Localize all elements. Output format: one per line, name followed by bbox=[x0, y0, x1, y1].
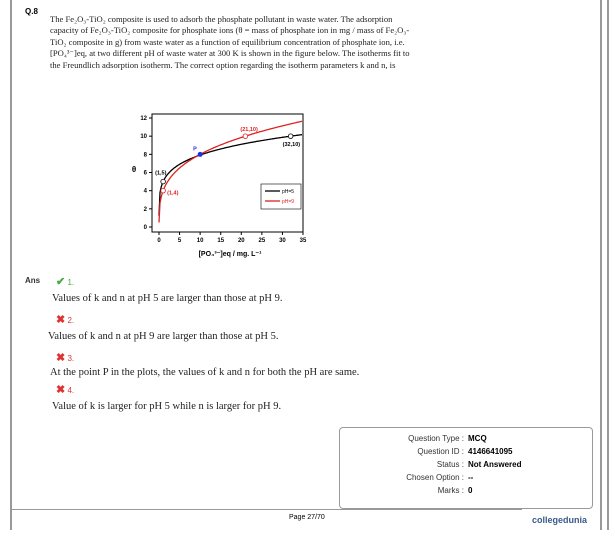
y-tick-label: 0 bbox=[143, 225, 147, 231]
annotation-label: (1,5) bbox=[155, 170, 167, 177]
question-text: The Fe₂O₃-TiO₂ composite is used to adsorb the phosphate pollutant in waste water. The adsorption capacity of Fe₂O₃-TiO₂ composite for phosphate ions (θ = mass of phosphate ion in mg / mass of Fe₂O₃-TiO₂ composite in g) from waste water as a function of equilibrium concentration of phosphate ion, i.e. [PO₄³⁻]eq, at two different pH of waste water at 300 K is shown in the figure below. The isotherms fit to the Freundlich adsorption isotherm. The correct option regarding the isotherm parameters k and n, is bbox=[50, 14, 410, 70]
cross-icon: ✖ bbox=[56, 352, 66, 364]
isotherm-chart bbox=[0, 0, 615, 270]
info-type: Question Type : MCQ bbox=[408, 434, 487, 443]
cross-icon: ✖ bbox=[56, 384, 66, 396]
data-point bbox=[161, 179, 166, 184]
series-line-pH=5 bbox=[159, 135, 302, 216]
legend-box bbox=[261, 184, 301, 209]
x-tick-label: 20 bbox=[237, 238, 245, 244]
question-number: Q.8 bbox=[25, 7, 38, 16]
legend-label: pH=9 bbox=[282, 199, 295, 205]
annotation-label: (1,4) bbox=[167, 190, 179, 197]
y-tick-label: 8 bbox=[143, 152, 147, 159]
wrong-option-marker: ✖ 3. bbox=[56, 352, 75, 364]
y-tick-label: 12 bbox=[140, 116, 147, 122]
series-line-pH=9 bbox=[159, 121, 302, 222]
info-id: Question ID : 4146641095 bbox=[417, 447, 513, 456]
data-point bbox=[161, 188, 166, 193]
correct-option-marker: ✔ 1. bbox=[56, 276, 75, 288]
x-axis-label: [PO₄³⁻]eq / mg. L⁻¹ bbox=[198, 251, 262, 258]
collegedunia-logo: collegedunia bbox=[532, 515, 588, 525]
y-axis-label: θ bbox=[131, 165, 137, 174]
x-tick-label: 30 bbox=[279, 238, 286, 244]
info-chosen: Chosen Option : -- bbox=[406, 473, 474, 482]
wrong-option-marker: ✖ 4. bbox=[56, 384, 75, 396]
info-marks: Marks : 0 bbox=[437, 486, 473, 495]
x-tick-label: 35 bbox=[299, 238, 307, 244]
y-tick-label: 10 bbox=[140, 134, 147, 141]
annotation-label: (21,10) bbox=[240, 127, 258, 134]
check-icon: ✔ bbox=[56, 276, 66, 288]
wrong-option-marker: ✖ 2. bbox=[56, 314, 75, 326]
divider bbox=[10, 509, 522, 510]
page-number: Page 27/70 bbox=[289, 514, 325, 521]
option-text: Value of k is larger for pH 5 while n is larger for pH 9. bbox=[52, 401, 282, 412]
x-tick-label: 0 bbox=[157, 238, 161, 244]
y-tick-label: 6 bbox=[143, 170, 147, 177]
annotation-label: P bbox=[193, 146, 197, 153]
option-text: At the point P in the plots, the values of k and n for both the pH are same. bbox=[50, 367, 360, 378]
point-p-marker bbox=[198, 152, 203, 157]
y-tick-label: 2 bbox=[143, 206, 147, 213]
info-status: Status : Not Answered bbox=[436, 460, 522, 469]
x-tick-label: 25 bbox=[258, 238, 266, 244]
answer-label: Ans bbox=[25, 276, 41, 285]
option-text: Values of k and n at pH 9 are larger than those at pH 5. bbox=[48, 331, 279, 342]
cross-icon: ✖ bbox=[56, 314, 66, 326]
x-tick-label: 10 bbox=[196, 238, 204, 244]
y-tick-label: 4 bbox=[143, 188, 147, 195]
x-tick-label: 5 bbox=[177, 238, 182, 244]
question-info-box bbox=[339, 427, 593, 509]
x-tick-label: 15 bbox=[217, 238, 225, 244]
data-point bbox=[243, 134, 248, 139]
option-text: Values of k and n at pH 5 are larger than those at pH 9. bbox=[52, 293, 283, 304]
annotation-label: (32,10) bbox=[282, 142, 301, 149]
data-point bbox=[288, 134, 293, 139]
legend-label: pH=5 bbox=[282, 189, 295, 195]
